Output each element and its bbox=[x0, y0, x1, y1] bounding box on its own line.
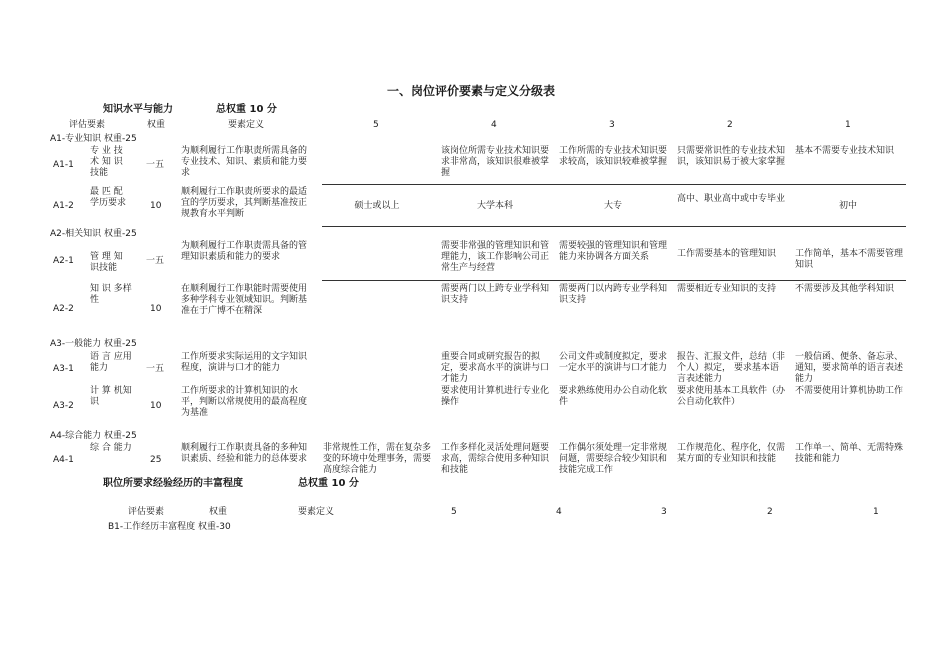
row-level-2: 要求使用基本工具软件（办公自动化软件） bbox=[677, 386, 786, 407]
header-level-5: 5 bbox=[373, 120, 379, 130]
header-factor: 评估要素 bbox=[69, 120, 106, 130]
header-level-2: 2 bbox=[727, 120, 733, 130]
group-a1: A1-专业知识 权重-25 bbox=[50, 134, 137, 144]
row-level-5: 非常规性工作，需在复杂多变的环境中处理事务，需要高度综合能力 bbox=[323, 443, 432, 475]
row-factor-name: 知 识 多样性 bbox=[90, 284, 132, 305]
row-level-1: 初中 bbox=[838, 201, 857, 211]
row-factor-name: 最 匹 配 学历要求 bbox=[90, 187, 127, 208]
row-level-4: 需要非常强的管理知识和管理能力，该工作影响公司正常生产与经营 bbox=[441, 241, 550, 273]
row-definition: 为顺利履行工作职责需具备的管理知识素质和能力的要求 bbox=[181, 241, 308, 262]
header-level-1: 1 bbox=[845, 120, 851, 130]
row-definition: 工作所要求的计算机知识的水平，判断以常规使用的最高程度为基准 bbox=[181, 386, 308, 418]
row-level-3: 公司文件或制度拟定，要求一定水平的演讲与口才能力 bbox=[559, 352, 668, 373]
row-weight: 25 bbox=[150, 455, 162, 465]
row-factor-name: 计 算 机知识 bbox=[90, 386, 132, 407]
row-definition: 在顺利履行工作职能时需要使用多种学科专业领域知识。判断基准在于广博不在精深 bbox=[181, 284, 308, 316]
group-a3: A3-一般能力 权重-25 bbox=[50, 339, 137, 349]
row-divider bbox=[322, 184, 906, 185]
row-code: A2-2 bbox=[53, 304, 74, 314]
header-level-4: 4 bbox=[491, 120, 497, 130]
header-level-3: 3 bbox=[609, 120, 615, 130]
row-level-2: 需要相近专业知识的支持 bbox=[677, 284, 777, 294]
row-weight: 10 bbox=[150, 401, 162, 411]
row-weight: 一五 bbox=[146, 160, 165, 170]
row-level-2: 报告、汇报文件，总结（非个人）拟定， 要求基本语言表述能力 bbox=[677, 352, 786, 384]
row-factor-name: 语 言 应用能力 bbox=[90, 352, 132, 373]
row-level-1: 工作单一、简单、无需特殊技能和能力 bbox=[795, 443, 904, 464]
row-level-3: 大专 bbox=[603, 201, 622, 211]
document-title: 一、岗位评价要素与定义分级表 bbox=[387, 84, 556, 98]
row-level-2: 工作规范化、程序化，仅需某方面的专业知识和技能 bbox=[677, 443, 786, 464]
row-level-3: 工作所需的专业技术知识要求较高，该知识较难被掌握 bbox=[559, 146, 668, 167]
row-level-4: 重要合同或研究报告的拟定，要求高水平的演讲与口才能力 bbox=[441, 352, 550, 384]
row-level-2: 只需要常识性的专业技术知识，该知识易于被大家掌握 bbox=[677, 146, 786, 167]
row-weight: 一五 bbox=[146, 364, 165, 374]
row-code: A3-2 bbox=[53, 401, 74, 411]
row-factor-name: 专 业 技 术 知 识 技能 bbox=[90, 146, 123, 178]
row-level-3: 工作偶尔须处理一定非常规问题，需要综合较少知识和技能完成工作 bbox=[559, 443, 668, 475]
section2-header-level-1: 1 bbox=[873, 507, 879, 517]
row-level-2: 工作需要基本的管理知识 bbox=[677, 249, 777, 259]
header-definition: 要素定义 bbox=[228, 120, 265, 130]
row-code: A1-1 bbox=[53, 160, 74, 170]
row-level-1: 不需要涉及其他学科知识 bbox=[795, 284, 895, 294]
group-a4: A4-综合能力 权重-25 bbox=[50, 431, 137, 441]
row-definition: 顺利履行工作职责具备的多种知识素质、经验和能力的总体要求 bbox=[181, 443, 308, 464]
row-level-2: 高中、职业高中或中专毕业 bbox=[677, 194, 786, 204]
row-level-4: 大学本科 bbox=[476, 201, 513, 211]
section2-header-level-2: 2 bbox=[767, 507, 773, 517]
row-factor-name: 综 合 能力 bbox=[90, 443, 132, 453]
row-definition: 为顺利履行工作职责所需具备的专业技术、知识、素质和能力要求 bbox=[181, 146, 308, 178]
row-level-4: 需要两门以上跨专业学科知识支持 bbox=[441, 284, 550, 305]
header-weight: 权重 bbox=[147, 120, 166, 130]
row-definition: 工作所要求实际运用的文字知识程度，演讲与口才的能力 bbox=[181, 352, 308, 373]
row-factor-name: 管 理 知 识技能 bbox=[90, 252, 123, 273]
row-level-3: 需要较强的管理知识和管理能力来协调各方面关系 bbox=[559, 241, 668, 262]
row-level-1: 不需要使用计算机协助工作 bbox=[795, 386, 904, 396]
section1-title: 知识水平与能力 bbox=[103, 104, 173, 115]
group-a2: A2-相关知识 权重-25 bbox=[50, 229, 137, 239]
row-level-3: 要求熟练使用办公自动化软件 bbox=[559, 386, 668, 407]
row-level-3: 需要两门以内跨专业学科知识支持 bbox=[559, 284, 668, 305]
row-weight: 一五 bbox=[146, 256, 165, 266]
section2-total-weight: 总权重 10 分 bbox=[298, 478, 359, 489]
row-code: A4-1 bbox=[53, 455, 74, 465]
group-b1: B1-工作经历丰富程度 权重-30 bbox=[108, 522, 231, 532]
row-code: A3-1 bbox=[53, 364, 74, 374]
row-level-1: 工作简单，基本不需要管理知识 bbox=[795, 249, 904, 270]
row-level-4: 该岗位所需专业技术知识要求非常高，该知识很难被掌握 bbox=[441, 146, 550, 178]
section2-header-level-4: 4 bbox=[556, 507, 562, 517]
row-weight: 10 bbox=[150, 304, 162, 314]
section1-total-weight: 总权重 10 分 bbox=[216, 104, 277, 115]
row-code: A1-2 bbox=[53, 201, 74, 211]
row-level-1: 基本不需要专业技术知识 bbox=[795, 146, 895, 156]
row-definition: 顺利履行工作职责所要求的最适宜的学历要求，其判断基准按正规教育水平判断 bbox=[181, 187, 308, 219]
row-level-5: 硕士或以上 bbox=[354, 201, 400, 211]
section2-header-level-5: 5 bbox=[451, 507, 457, 517]
row-divider bbox=[322, 226, 906, 227]
row-level-4: 要求使用计算机进行专业化操作 bbox=[441, 386, 550, 407]
row-weight: 10 bbox=[150, 201, 162, 211]
section2-header-factor: 评估要素 bbox=[128, 507, 165, 517]
row-code: A2-1 bbox=[53, 256, 74, 266]
section2-header-level-3: 3 bbox=[661, 507, 667, 517]
row-level-4: 工作多样化灵活处理问题要求高，需综合使用多种知识和技能 bbox=[441, 443, 550, 475]
row-divider bbox=[322, 280, 906, 281]
section2-header-definition: 要素定义 bbox=[298, 507, 335, 517]
section2-header-weight: 权重 bbox=[209, 507, 228, 517]
row-level-1: 一般信函、便条、备忘录、通知，要求简单的语言表述能力 bbox=[795, 352, 904, 384]
section2-title: 职位所要求经验经历的丰富程度 bbox=[103, 478, 243, 489]
